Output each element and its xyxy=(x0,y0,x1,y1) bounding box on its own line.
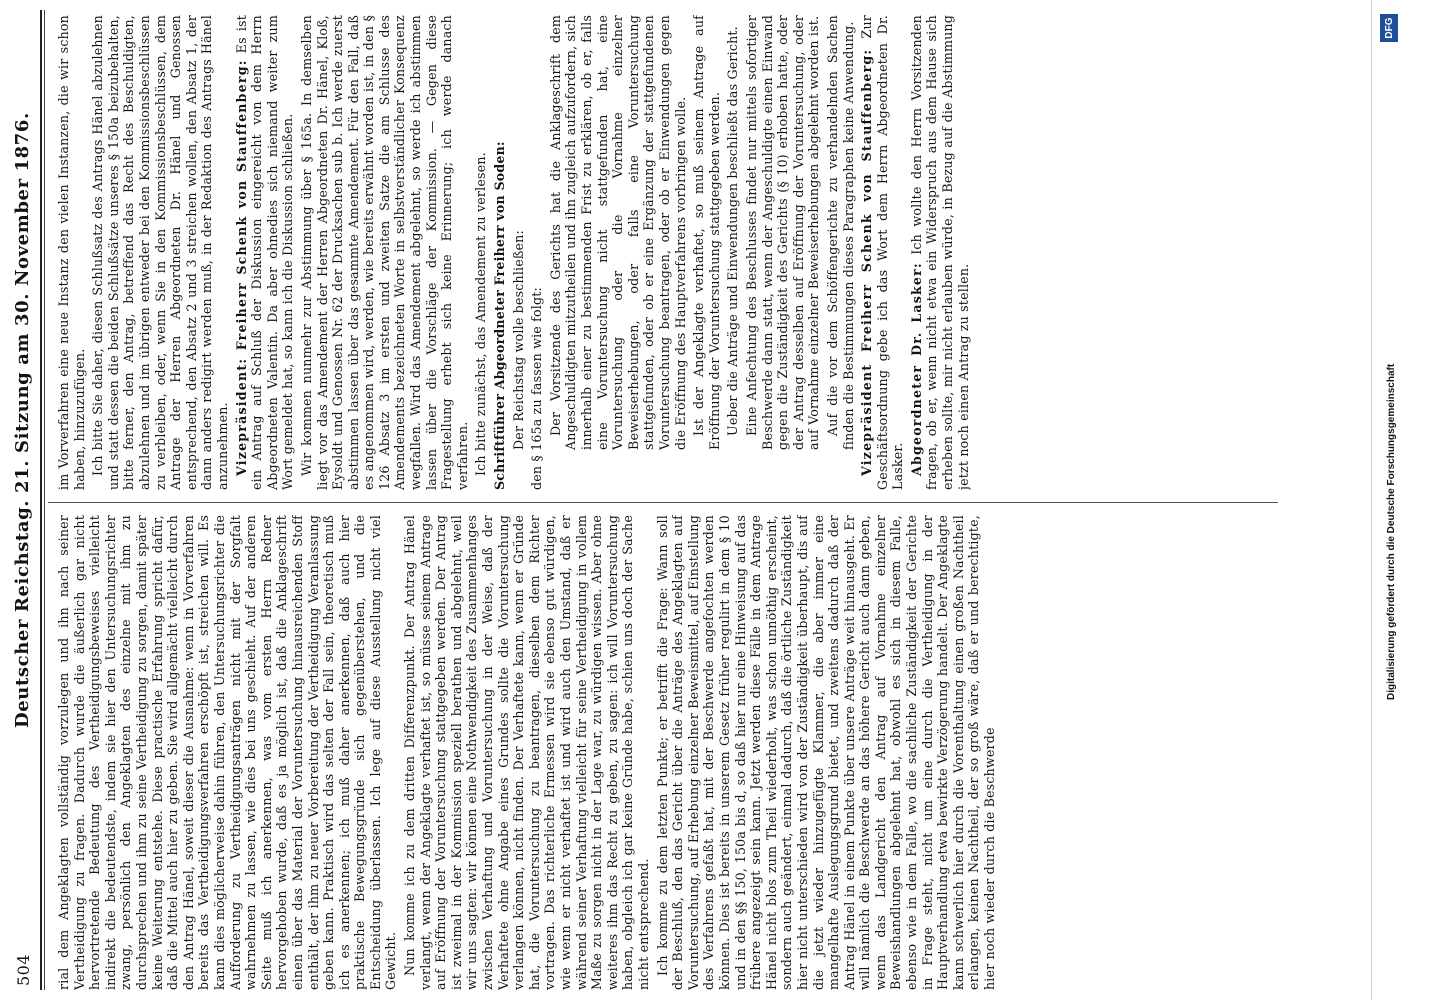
right-paragraph: Ich bitte zunächst, das Amendement zu verlesen. xyxy=(473,152,489,476)
right-paragraph: Wir kommen nunmehr zur Abstimmung über § 165a. In demselben liegt vor das Amendement der Herren Abgeordneten Dr. Hänel, Kloß, Eysoldt und Genossen Nr. 62 der Drucksachen sub b. Ich werde zuerst abstimmen lassen über das gesammte Amendement. Für den Fall, daß es angenommen wird, werden, wie bereits erwähnt worden ist, in den § 126 Absatz 3 im ersten und zweiten Satze die am Schlusse des Amendements bezeichneten Worte in selbstverständlicher Konsequenz wegfallen. Wird das Amendement abgelehnt, so werde ich abstimmen lassen über die Vorschläge der Kommission. — Gegen diese Fragestellung erhebt sich keine Erinnerung; ich werde danach verfahren. xyxy=(298,15,470,490)
speech-text: Ich wollte den Herrn Vorsitzenden fragen, ob er, wenn nicht etwa ein Widerspruch aus dem Hause sich erheben sollte, mir nicht erlauben würde, in Bezug auf die Abstimmung jetzt noch einen Antrag zu stellen. xyxy=(908,15,971,490)
header-rule-thin xyxy=(44,10,45,990)
speaker-paragraph xyxy=(909,15,971,490)
left-paragraph: Ich komme zu dem letzten Punkte; er betrifft die Frage: Wann soll der Beschluß, den das Gericht über die Anträge des Angeklagten auf Voruntersuchung, auf Erhebung einzelner Beweismittel, auf Einstellung des Verfahrens gefaßt hat, mit der Beschwerde angefochten werden können. Dies ist bereits in unserem Gesetz früher regulirt in dem § 10 und in den §§ 150, 150a bis d, so daß hier nur eine Hinweisung auf das frühere angezeigt sein kann. Jetzt werden diese Fälle in dem Antrage Hänel nicht blos zum Theil wiederholt, was schon unnöthig erscheint, sondern auch geändert, einmal dadurch, daß die örtliche Zuständigkeit hier nicht unterschieden wird von der Zuständigkeit überhaupt, dis auf die jetzt wieder hinzugefügte Klammer, die aber immer eine mangelhafte Auslegungsgrund bietet, und zweitens dadurch daß der Antrag Hänel in einem Punkte über unsere Anträge weit hinausgeht. Er will nämlich die Beschwerde an das höhere Gericht auch dann geben, wenn das Landgericht den Antrag auf Vornahme einzelner Beweishandlungen abgelehnt hat, obwohl es sich in diesem Falle, ebenso wie in dem Falle, wo die sachliche Zuständigkeit der Gerichte in Frage steht, nicht um eine durch die Vertheidigung in der Hauptverhandlung etwa bewirkte Verzögerung handelt. Der Angeklagte kann schwerlich hier durch die Vorenthaltung einen großen Nachtheil erlangen, keinen Nachtheil, der so groß wäre, daß er und berechtigte, hier noch wieder durch die Beschwerde xyxy=(654,515,998,990)
digitization-note: Digitalisierung gefördert durch die Deutsche Forschungsgemeinschaft xyxy=(1386,363,1397,700)
speech-text: Zur Geschäftsordnung gebe ich das Wort dem Herrn Abgeordneten Dr. Lasker. xyxy=(859,15,906,490)
right-paragraph: Ich bitte Sie daher, diesen Schlußsatz des Antrags Hänel abzulehnen und statt dessen die beiden Schlußsätze unseres § 150a beizubehalten, bitte ferner, den Antrag, betreffend das Recht des Beschuldigten, abzulehnen und im übrigen entweder bei den Kommissionsbeschlüssen zu verbleiben, oder, wenn Sie in den Kommissionsbeschlüssen, dem Antrage der Herren Abgeordneten Dr. Hänel und Genossen entsprechend, den Absatz 2 und 3 streichen wollen, den Absatz 1, der dann anders redigirt werden muß, in der Redaktion des Antrags Hänel anzunehmen. xyxy=(90,15,230,490)
speaker-name: Vizepräsident: Freiherr Schenk von Stauffenberg: xyxy=(233,59,249,476)
page-number: 504 xyxy=(14,953,33,986)
motion-text: Auf die vor dem Schöffengerichte zu verhandelnden Sachen finden die Bestimmungen dieses Paragraphen keine Anwendung. xyxy=(824,15,856,450)
speech-text: Es ist ein Antrag auf Schluß der Diskussion eingereicht von dem Herrn Abgeordneten Valentin. Da aber ohnedies sich niemand weiter zum Wort gemeldet hat, so kann ich die Diskussion schließen. xyxy=(233,15,296,490)
left-paragraph: rial dem Angeklagten vollständig vorzulegen und ihn nach seiner Vertheidigung zu fragen. Dadurch wurde die äußerlich gar nicht hervortretende Bedeutung des Vertheidigungsbeweises vielleicht indirekt die bedeutendste, indem sie hier den Untersuchungsrichter zwang, persönlich den Angeklagten des einzelne mit ihm zu durchsprechen und ihm zu seine Vertheidigung zu sorgen, damit später keine Weiterung entstehe. Diese practische Erfahrung spricht dafür, daß die Mittel auch hier zu geben. Sie wird allgemächt vielleicht durch den Antrag Hänel, soweit dieser die Ausnahme: wenn in Vorverfahren bereits das Vertheidigungsverfahren erschöpft ist, streichen will. Es kann dies möglicherweise dahin führen, den Untersuchungsrichter die Aufforderung zu Vertheidigungsanträgen nicht mit der Sorgfalt wahrnehmen zu lassen, wie dies bei uns geschieht. Auf der anderen Seite muß ich anerkennen, was vom ersten Herrn Redner hervorgehoben wurde, daß es ja möglich ist, daß die Anklageschrift einen über das Material der Voruntersuchung hinausreichenden Stoff enthält, der ihm zu neuer Vorbereitung der Vertheidigung Veranlassung geben kann. Praktisch wird das selten der Fall sein, theoretisch muß ich es anerkennen; ich muß daher anerkennen, daß auch hier praktische Bewegungsgründe sich gegenüberstehen, und die Entscheidung überlassen. Ich lege auf diese Ausstellung nicht viel Gewicht. xyxy=(56,515,399,990)
speaker-heading: Schriftführer Abgeordneter Freiherr von Soden: xyxy=(492,141,508,490)
right-column xyxy=(56,15,1256,490)
header-rule xyxy=(40,10,42,990)
digitization-footer xyxy=(1372,0,1432,1000)
page-header xyxy=(0,0,58,1000)
left-paragraph: Nun komme ich zu dem dritten Differenzpunkt. Der Antrag Hänel verlangt, wenn der Angeklagte verhaftet ist, so müsse seinem Antrage auf Eröffnung der Voruntersuchung stattgegeben werden. Der Antrag ist zweimal in der Kommission speziell berathen und abgelehnt, weil wir uns sagten: wir können eine Nothwendigkeit des Zusammenhanges zwischen Verhaftung und Voruntersuchung in der Weise, daß der Verhaftete ohne Angabe eines Grundes sollte die Voruntersuchung verlangen können, nicht finden. Der Verhaftete kann, wenn er Gründe hat, die Voruntersuchung zu beantragen, dieselben dem Richter vortragen. Das richterliche Ermessen wird sie ebenso gut würdigen, wie wenn er nicht verhaftet ist und wird auch den Umstand, daß er während seiner Verhaftung vielleicht für seine Vertheidigung in vollem Maße zu sorgen nicht in der Lage war, zu würdigen wissen. Aber ohne weiteres ihm das Recht zu geben, zu sagen: ich will Voruntersuchung haben, obgleich ich gar keine Gründe habe, schien uns doch der Sache nicht entsprechend. xyxy=(402,515,651,990)
speaker-name: Abgeordneter Dr. Lasker: xyxy=(908,262,924,476)
right-intro: im Vorverfahren eine neue Instanz den vielen Instanzen, die wir schon haben, hinzuzufügen. xyxy=(56,15,87,490)
running-title: Deutscher Reichstag. 21. Sitzung am 30. November 1876. xyxy=(12,112,33,728)
dfg-logo-icon: DFG xyxy=(1380,14,1398,42)
motion-line: Der Reichstag wolle beschließen: xyxy=(510,230,526,450)
motion-text: Eine Anfechtung des Beschlusses findet nur mittels sofortiger Beschwerde dann statt, wenn der Angeschuldigte einen Einwand gegen die Zuständigkeit des Gerichts (§ 10) erhoben hatte, oder der Antrag desselben auf Eröffnung der Voruntersuchung, oder auf Vornahme einzelner Beweiserhebungen abgelehnt worden ist. xyxy=(743,15,822,450)
left-column xyxy=(56,515,1256,990)
speaker-paragraph xyxy=(859,15,906,490)
speaker-paragraph xyxy=(234,15,296,490)
motion-text: Ist der Angeklagte verhaftet, so muß seinem Antrage auf Eröffnung der Voruntersuchung stattgegeben werden. xyxy=(691,15,722,450)
motion-line: den § 165a zu fassen wie folgt: xyxy=(529,287,545,490)
column-divider xyxy=(48,502,1278,503)
motion-text: Der Vorsitzende des Gerichts hat die Anklageschrift dem Angeschuldigten mitzutheilen und ihn zugleich aufzufordern, sich innerhalb einer zu bestimmenden Frist zu erklären, ob er, falls eine Voruntersuchung nicht stattgefunden hat, eine Voruntersuchung oder die Vornahme einzelner Beweiserhebungen, oder falls eine Voruntersuchung stattgefunden, oder ob er eine Ergänzung der stattgefundenen Voruntersuchung beantragen, oder ob er Einwendungen gegen die Eröffnung des Hauptverfahrens vorbringen wolle. xyxy=(547,15,688,450)
motion-text: Ueber die Anträge und Einwendungen beschließt das Gericht. xyxy=(725,26,741,436)
speaker-name: Vizepräsident Freiherr Schenk von Stauffenberg: xyxy=(859,48,875,476)
